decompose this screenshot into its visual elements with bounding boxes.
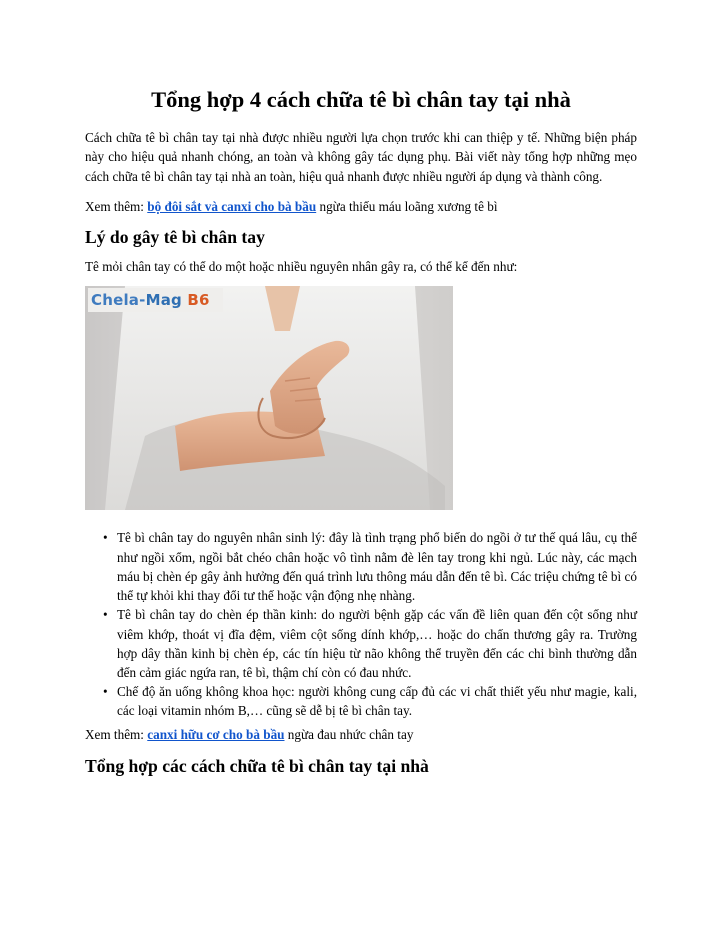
reasons-intro: Tê mỏi chân tay có thể do một hoặc nhiều nguyên nhân gây ra, có thể kể đến như: [85,259,518,275]
reasons-list [85,528,637,720]
article [85,86,637,786]
list-item [85,682,637,720]
intro-paragraph: Cách chữa tê bì chân tay tại nhà được nhiều người lựa chọn trước khi can thiệp y tế. Những biện pháp này cho hiệu quả nhanh chóng, an toàn và không gây tác dụng phụ. Bài viết này tổng hợp những mẹo cách chữa tê bì chân tay tại nhà an toàn, hiệu quả nhanh được nhiều người áp dụng và thành công. [85,130,637,184]
bullet-icon: • [103,684,108,700]
list-item [85,528,637,605]
see-also-1 [85,197,637,216]
bullet-icon: • [103,607,108,623]
see-also-2-prefix: Xem thêm: [85,726,148,742]
see-also-2-suffix: ngừa đau nhức chân tay [284,726,414,742]
see-also-1-prefix: Xem thêm: [85,198,148,214]
see-also-1-suffix: ngừa thiếu máu loãng xương tê bì [316,198,498,214]
heading-methods: Tổng hợp các cách chữa tê bì chân tay tại nhà [85,755,429,776]
list-item-text: Chế độ ăn uống không khoa học: người không cung cấp đủ các vi chất thiết yếu như magie, kali, các loại vitamin nhóm B,… cũng sẽ dễ bị tê bì chân tay. [117,684,637,719]
brand-logo: Chela-Mag B6 [88,288,223,312]
page-title: Tổng hợp 4 cách chữa tê bì chân tay tại nhà [151,87,571,112]
bullet-icon: • [103,530,108,546]
see-also-1-link[interactable]: bộ đôi sắt và canxi cho bà bầu [147,198,317,214]
list-item-text: Tê bì chân tay do nguyên nhân sinh lý: đây là tình trạng phổ biến do ngồi ở tư thế quá lâu, cụ thể như ngồi xổm, ngồi bắt chéo chân hoặc vô tình nằm đè lên tay trong khi ngủ. Lúc này, các mạch máu bị chèn ép gây ảnh hưởng đến quá trình lưu thông máu dẫn đến tê bì. Các triệu chứng tê bì có thể tự khỏi khi thay đổi tư thế hoặc vận động nhẹ nhàng. [117,530,637,604]
see-also-2-link[interactable]: canxi hữu cơ cho bà bầu [147,726,285,742]
heading-reasons: Lý do gây tê bì chân tay [85,227,265,248]
list-item [85,605,637,682]
see-also-2 [85,725,637,744]
article-photo [85,286,453,510]
photo-illustration [85,286,453,510]
list-item-text: Tê bì chân tay do chèn ép thần kinh: do người bệnh gặp các vấn đề liên quan đến cột sống như viêm khớp, thoát vị đĩa đệm, viêm cột sống dính khớp,… hoặc do chấn thương gây ra. Trường hợp dây thần kinh bị chèn ép, các tín hiệu từ não không thể truyền đến các chi bình thường dẫn đến cảm giác ngứa ran, tê bì, thậm chí còn có đau nhức. [117,607,637,680]
